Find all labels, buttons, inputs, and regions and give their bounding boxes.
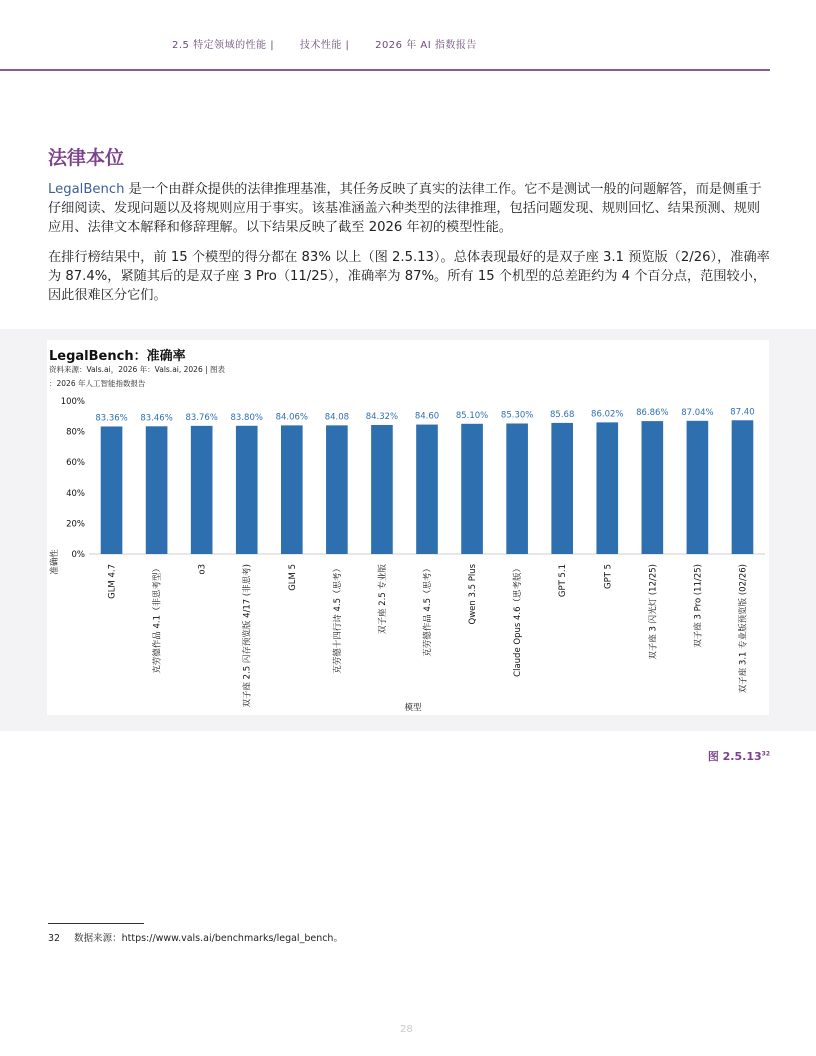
x-tick-label: GPT 5 [603, 564, 614, 590]
data-label: 83.36% [95, 413, 128, 424]
x-tick-label: 双子座 3.1 专业版预览版 (02/26) [738, 564, 749, 694]
x-tick-label: 克劳德作品 4.5（思考） [423, 564, 433, 657]
bar [146, 426, 168, 554]
bar [687, 421, 709, 554]
intro-paragraph-text: 是一个由群众提供的法律推理基准，其任务反映了真实的法律工作。它不是测试一般的问题解答，而是侧重于仔细阅读、发现问题以及将规则应用于事实。该基准涵盖六种类型的法律推理，包括问题发现、规则回忆、结果预测、规则应用、法律文本解释和修辞理解。以下结果反映了截至 2026 年初的模型性能。 [48, 182, 762, 235]
bar [506, 423, 528, 554]
bar [732, 420, 754, 554]
data-label: 87.04% [681, 407, 714, 418]
bar [371, 425, 393, 554]
intro-paragraph [48, 180, 770, 237]
chart-source: 资料来源：Vals.ai，2026 年：Vals.ai, 2026 | 图表 [49, 365, 226, 374]
data-label: 86.02% [591, 409, 624, 420]
x-tick-label: 双子座 2.5 闪存预览版 4/17 (非思考) [242, 564, 253, 708]
bar-chart [47, 390, 769, 715]
data-label: 85.10% [455, 410, 489, 421]
header-chapter[interactable]: 技术性能 | [299, 40, 350, 51]
y-tick-label: 100% [60, 397, 85, 407]
data-label: 83.76% [185, 412, 218, 423]
data-label: 86.86% [636, 408, 669, 419]
header-divider [0, 69, 770, 71]
data-label: 85.68 [550, 409, 575, 420]
bar [551, 423, 573, 554]
data-label: 84.06% [275, 412, 309, 423]
x-tick-label: 双子座 2.5 专业版 [377, 564, 388, 634]
bar [461, 424, 483, 554]
data-label: 85.30% [500, 410, 534, 421]
header-breadcrumb [172, 36, 499, 51]
x-tick-label: 双子座 3 Pro (11/25) [693, 564, 704, 648]
bar [642, 421, 664, 554]
data-label: 84.08 [324, 412, 350, 423]
figure-footnote-ref[interactable]: 32 [761, 750, 770, 758]
data-label: 83.80% [230, 412, 263, 423]
figure-label-text: 图 2.5.13 [707, 750, 762, 763]
bar [236, 426, 258, 554]
data-label: 87.40 [730, 407, 755, 418]
figure-label [708, 748, 770, 764]
header-section[interactable]: 2.5 特定领域的性能 | [172, 40, 275, 51]
x-tick-label: GLM 5 [287, 564, 298, 591]
x-tick-label: 克劳德作品 4.1（非思考型） [152, 564, 163, 674]
bar [191, 426, 213, 554]
results-paragraph: 在排行榜结果中，前 15 个模型的得分都在 83% 以上（图 2.5.13）。总体表现最好的是双子座 3.1 预览版（2/26），准确率为 87.4%，紧随其后的是双子座 3 Pro（11/25），准确率为 87%。所有 15 个机型的总差距约为 4 个百分点，范围较小，因此很难区分它们。 [48, 250, 770, 303]
bar [326, 425, 348, 554]
y-axis-label: 准确性 [50, 549, 60, 575]
data-label: 84.32% [365, 411, 399, 422]
chart-source-cont: ：2026 年人工智能指数报告 [49, 379, 146, 388]
data-label: 84.60 [414, 411, 440, 422]
bar [596, 422, 618, 554]
x-tick-label: o3 [197, 564, 208, 575]
chart-title: LegalBench：准确率 [49, 349, 186, 364]
bar [281, 425, 303, 554]
x-axis-label: 模型 [404, 703, 422, 713]
data-label: 83.46% [140, 413, 173, 424]
footnote-divider [48, 923, 144, 924]
section-title: 法律本位 [48, 147, 125, 169]
footnote-text: 数据来源：https://www.vals.ai/benchmarks/legal_bench。 [74, 933, 343, 944]
x-tick-label: 克劳德十四行诗 4.5（思考） [332, 564, 343, 674]
bar [416, 425, 438, 554]
y-tick-label: 20% [66, 519, 85, 530]
bar [101, 426, 123, 554]
page-header [0, 0, 816, 72]
x-tick-label: GPT 5.1 [558, 564, 569, 598]
y-tick-label: 80% [66, 427, 85, 438]
y-tick-label: 40% [66, 488, 85, 499]
x-tick-label: 双子座 3 闪光灯 (12/25) [648, 564, 659, 660]
y-tick-label: 0% [71, 550, 85, 560]
y-tick-label: 60% [66, 458, 85, 469]
footnote [48, 930, 343, 944]
footnote-number: 32 [48, 933, 61, 944]
legalbench-link[interactable]: LegalBench [48, 182, 125, 197]
x-tick-label: Qwen 3.5 Plus [468, 564, 479, 625]
x-tick-label: GLM 4.7 [107, 564, 118, 599]
x-tick-label: Claude Opus 4.6（思考版） [513, 564, 524, 677]
page-number: 28 [400, 1024, 413, 1035]
header-report[interactable]: 2026 年 AI 指数报告 [375, 40, 477, 51]
